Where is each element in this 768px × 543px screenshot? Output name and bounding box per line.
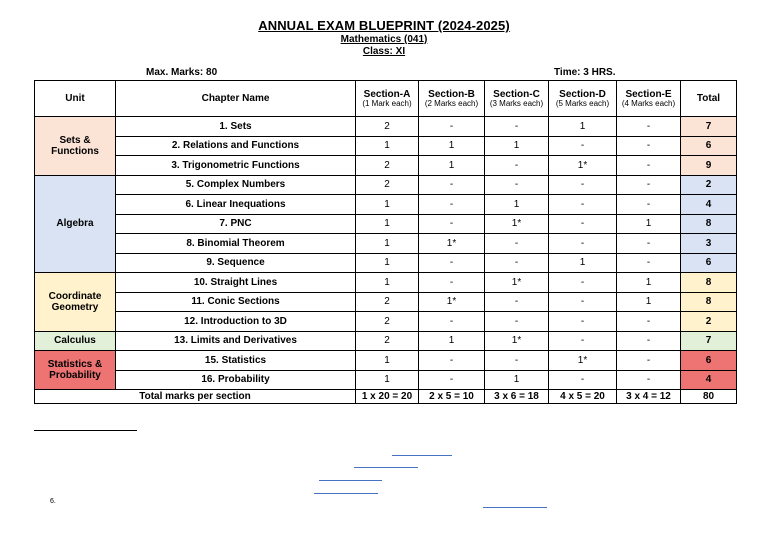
link-underline: [354, 467, 418, 468]
total-cell: 3: [681, 234, 737, 254]
chapter-name: 11. Conic Sections: [116, 292, 356, 312]
chapter-name: 10. Straight Lines: [116, 273, 356, 293]
totals-row: [35, 390, 737, 404]
unit-coordinate-geometry: Coordinate Geometry: [35, 273, 116, 332]
table-row: [35, 351, 737, 371]
section-b-cell: 1*: [419, 292, 485, 312]
section-b-cell: 1: [419, 136, 485, 156]
header-row: [35, 81, 737, 117]
unit-algebra: Algebra: [35, 175, 116, 273]
section-c-cell: -: [485, 234, 549, 254]
section-b-cell: -: [419, 312, 485, 332]
total-cell: 6: [681, 253, 737, 273]
footnote-separator: [34, 430, 137, 431]
chapter-name: 1. Sets: [116, 117, 356, 137]
table-row: [35, 214, 737, 234]
section-a-cell: 1: [356, 253, 419, 273]
section-d-cell: 1: [549, 253, 617, 273]
chapter-name: 9. Sequence: [116, 253, 356, 273]
table-row: [35, 136, 737, 156]
section-d-cell: -: [549, 273, 617, 293]
chapter-name: 7. PNC: [116, 214, 356, 234]
section-b-cell: -: [419, 370, 485, 390]
section-a-cell: 1: [356, 351, 419, 371]
table-row: [35, 370, 737, 390]
section-e-cell: -: [617, 117, 681, 137]
section-c-cell: 1: [485, 370, 549, 390]
chapter-name: 6. Linear Inequations: [116, 195, 356, 215]
section-e-cell: -: [617, 156, 681, 176]
section-c-cell: 1: [485, 136, 549, 156]
table-row: [35, 156, 737, 176]
table-row: [35, 175, 737, 195]
section-e-name: Section-E: [625, 88, 672, 100]
section-b-cell: -: [419, 273, 485, 293]
section-c-header: [485, 81, 549, 117]
chapter-name: 12. Introduction to 3D: [116, 312, 356, 332]
section-a-cell: 2: [356, 331, 419, 351]
section-e-total: 3 x 4 = 12: [617, 390, 681, 404]
section-c-cell: 1: [485, 195, 549, 215]
time-label: Time: 3 HRS.: [554, 67, 616, 78]
section-d-cell: -: [549, 312, 617, 332]
section-b-cell: 1: [419, 156, 485, 176]
total-header: Total: [681, 81, 737, 117]
unit-statistics-probability: Statistics & Probability: [35, 351, 116, 390]
document-title: ANNUAL EXAM BLUEPRINT (2024-2025): [258, 18, 510, 33]
link-underline: [392, 455, 452, 456]
section-c-cell: 1*: [485, 273, 549, 293]
section-e-cell: 1: [617, 214, 681, 234]
section-a-cell: 2: [356, 117, 419, 137]
section-b-cell: 1*: [419, 234, 485, 254]
section-b-cell: -: [419, 175, 485, 195]
section-d-cell: -: [549, 331, 617, 351]
total-cell: 9: [681, 156, 737, 176]
title-block: [0, 18, 768, 57]
unit-header: Unit: [35, 81, 116, 117]
table-row: [35, 253, 737, 273]
chapter-name: 3. Trigonometric Functions: [116, 156, 356, 176]
section-a-total: 1 x 20 = 20: [356, 390, 419, 404]
section-d-name: Section-D: [559, 88, 606, 100]
chapter-header: Chapter Name: [116, 81, 356, 117]
grand-total: 80: [681, 390, 737, 404]
section-c-sub: (3 Marks each): [489, 98, 544, 108]
section-b-cell: 1: [419, 331, 485, 351]
section-e-cell: 1: [617, 273, 681, 293]
section-b-cell: -: [419, 351, 485, 371]
section-d-cell: 1: [549, 117, 617, 137]
total-cell: 6: [681, 351, 737, 371]
section-a-header: [356, 81, 419, 117]
section-c-cell: -: [485, 292, 549, 312]
section-b-header: [419, 81, 485, 117]
class-label: Class: XI: [362, 46, 406, 57]
table-row: [35, 195, 737, 215]
link-underline: [314, 493, 378, 494]
total-cell: 7: [681, 117, 737, 137]
section-c-cell: -: [485, 351, 549, 371]
chapter-name: 15. Statistics: [116, 351, 356, 371]
section-a-cell: 2: [356, 156, 419, 176]
section-d-sub: (5 Marks each): [555, 98, 610, 108]
chapter-name: 8. Binomial Theorem: [116, 234, 356, 254]
section-a-cell: 1: [356, 195, 419, 215]
total-cell: 4: [681, 195, 737, 215]
section-e-cell: -: [617, 331, 681, 351]
totals-label: Total marks per section: [35, 390, 356, 404]
section-c-cell: -: [485, 312, 549, 332]
chapter-name: 13. Limits and Derivatives: [116, 331, 356, 351]
section-d-cell: -: [549, 234, 617, 254]
section-d-cell: -: [549, 292, 617, 312]
section-e-cell: -: [617, 195, 681, 215]
section-d-cell: -: [549, 175, 617, 195]
section-e-header: [617, 81, 681, 117]
chapter-name: 16. Probability: [116, 370, 356, 390]
section-d-total: 4 x 5 = 20: [549, 390, 617, 404]
section-e-cell: -: [617, 253, 681, 273]
section-c-cell: -: [485, 253, 549, 273]
table-row: [35, 234, 737, 254]
total-cell: 8: [681, 273, 737, 293]
section-e-cell: -: [617, 136, 681, 156]
section-b-sub: (2 Marks each): [424, 98, 479, 108]
blueprint-table: [34, 80, 737, 404]
section-a-cell: 2: [356, 292, 419, 312]
section-c-cell: 1*: [485, 331, 549, 351]
section-d-header: [549, 81, 617, 117]
subject-label: Mathematics (041): [340, 34, 428, 45]
table-row: [35, 273, 737, 293]
total-cell: 4: [681, 370, 737, 390]
section-b-total: 2 x 5 = 10: [419, 390, 485, 404]
section-a-cell: 1: [356, 273, 419, 293]
section-a-cell: 2: [356, 312, 419, 332]
section-e-sub: (4 Marks each): [621, 98, 676, 108]
table-row: [35, 331, 737, 351]
link-underline: [483, 507, 547, 508]
section-e-cell: 1: [617, 292, 681, 312]
section-a-cell: 1: [356, 136, 419, 156]
section-c-cell: 1*: [485, 214, 549, 234]
unit-calculus: Calculus: [35, 331, 116, 351]
section-a-cell: 2: [356, 175, 419, 195]
total-cell: 2: [681, 312, 737, 332]
footnote-number: 6.: [50, 498, 56, 505]
chapter-name: 2. Relations and Functions: [116, 136, 356, 156]
table-row: [35, 292, 737, 312]
section-d-cell: 1*: [549, 351, 617, 371]
table-row: [35, 312, 737, 332]
section-a-cell: 1: [356, 370, 419, 390]
section-a-name: Section-A: [363, 88, 411, 100]
section-d-cell: -: [549, 136, 617, 156]
section-c-total: 3 x 6 = 18: [485, 390, 549, 404]
section-a-cell: 1: [356, 214, 419, 234]
total-cell: 8: [681, 292, 737, 312]
section-d-cell: -: [549, 195, 617, 215]
section-d-cell: -: [549, 214, 617, 234]
section-a-sub: (1 Mark each): [362, 98, 412, 108]
unit-sets-functions: Sets & Functions: [35, 117, 116, 176]
section-b-cell: -: [419, 195, 485, 215]
section-c-name: Section-C: [493, 88, 540, 100]
section-e-cell: -: [617, 312, 681, 332]
total-cell: 2: [681, 175, 737, 195]
section-d-cell: -: [549, 370, 617, 390]
total-cell: 8: [681, 214, 737, 234]
section-e-cell: -: [617, 351, 681, 371]
section-c-cell: -: [485, 175, 549, 195]
total-cell: 6: [681, 136, 737, 156]
chapter-name: 5. Complex Numbers: [116, 175, 356, 195]
link-underline: [319, 480, 382, 481]
section-a-cell: 1: [356, 234, 419, 254]
section-c-cell: -: [485, 117, 549, 137]
section-e-cell: -: [617, 370, 681, 390]
section-c-cell: -: [485, 156, 549, 176]
section-b-cell: -: [419, 214, 485, 234]
table-row: [35, 117, 737, 137]
total-cell: 7: [681, 331, 737, 351]
section-b-name: Section-B: [428, 88, 475, 100]
section-e-cell: -: [617, 234, 681, 254]
max-marks-label: Max. Marks: 80: [146, 67, 218, 78]
section-b-cell: -: [419, 117, 485, 137]
section-b-cell: -: [419, 253, 485, 273]
section-d-cell: 1*: [549, 156, 617, 176]
section-e-cell: -: [617, 175, 681, 195]
